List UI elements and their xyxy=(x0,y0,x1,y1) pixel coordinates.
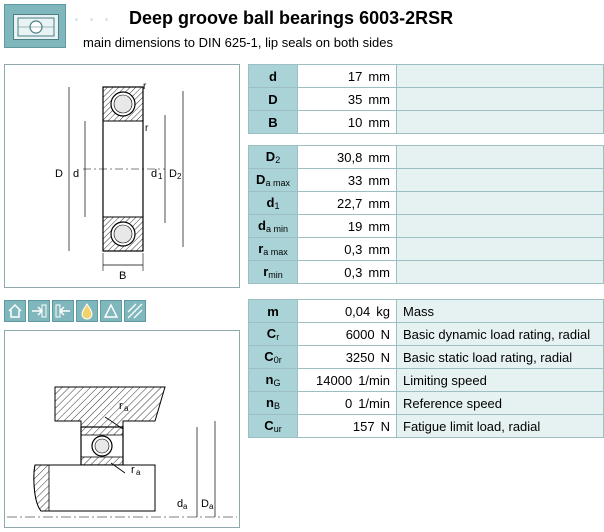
unit-text: N xyxy=(380,326,390,342)
empty-cell xyxy=(397,65,604,88)
description-cell: Fatigue limit load, radial xyxy=(397,415,604,438)
value-cell xyxy=(298,415,397,438)
empty-cell xyxy=(397,192,604,215)
symbol-cell xyxy=(249,261,298,284)
symbol-text: n xyxy=(266,395,274,410)
value-cell xyxy=(298,65,397,88)
unit-text: mm xyxy=(368,114,390,130)
mount-label-ra-top-sub: a xyxy=(124,404,129,413)
empty-cell xyxy=(397,111,604,134)
value-cell xyxy=(298,346,397,369)
symbol-cell xyxy=(249,238,298,261)
value-text: 17 xyxy=(347,68,363,84)
table-row xyxy=(249,192,604,215)
symbol-cell xyxy=(249,300,298,323)
value-text: 0 xyxy=(344,395,353,411)
table-row xyxy=(249,238,604,261)
empty-cell xyxy=(397,169,604,192)
symbol-subscript: G xyxy=(273,378,281,388)
dim-label-B: B xyxy=(119,270,127,282)
mount-label-ra-bottom-sub: a xyxy=(136,468,141,477)
table-row xyxy=(249,323,604,346)
value-text: 157 xyxy=(352,418,375,434)
empty-cell xyxy=(397,88,604,111)
mount-label-ra-bottom: r xyxy=(131,464,135,476)
symbol-cell xyxy=(249,169,298,192)
value-text: 33 xyxy=(347,172,363,188)
value-text: 19 xyxy=(347,218,363,234)
empty-cell xyxy=(397,146,604,169)
mounting-drawing xyxy=(5,331,239,527)
value-text: 0,04 xyxy=(344,303,371,319)
value-text: 22,7 xyxy=(337,195,363,211)
unit-text: mm xyxy=(368,218,390,234)
value-cell xyxy=(298,169,397,192)
table-row xyxy=(249,300,604,323)
empty-cell xyxy=(397,261,604,284)
symbol-text: d xyxy=(269,68,277,84)
value-text: 14000 xyxy=(316,372,353,388)
unit-text: mm xyxy=(368,149,390,165)
dim-label-d1: d xyxy=(151,168,158,180)
table-row xyxy=(249,415,604,438)
symbol-subscript: a max xyxy=(265,178,290,188)
symbol-subscript: ur xyxy=(273,424,282,434)
mount-label-Da-sub: a xyxy=(209,502,214,511)
symbol-subscript: a max xyxy=(263,247,288,257)
description-cell: Basic static load rating, radial xyxy=(397,346,604,369)
unit-text: kg xyxy=(376,303,390,319)
mount-label-da-sub: a xyxy=(183,502,188,511)
symbol-text: n xyxy=(265,372,274,387)
table-row xyxy=(249,346,604,369)
symbol-text: C xyxy=(264,349,274,364)
dim-label-d: d xyxy=(73,168,80,180)
symbol-text: m xyxy=(267,303,279,319)
symbol-cell xyxy=(249,415,298,438)
symbol-cell xyxy=(249,111,298,134)
symbol-text: D xyxy=(265,149,276,164)
header-ghost-text: · · · xyxy=(74,10,112,30)
value-text: 10 xyxy=(347,114,363,130)
table-row xyxy=(249,169,604,192)
unit-text: mm xyxy=(368,68,390,84)
unit-text: mm xyxy=(368,264,390,280)
symbol-text: r xyxy=(258,241,264,256)
dim-label-D2: D xyxy=(169,168,177,180)
value-cell xyxy=(298,392,397,415)
unit-text: 1/min xyxy=(358,372,390,388)
dimension-icon[interactable] xyxy=(100,300,122,322)
value-cell xyxy=(298,369,397,392)
main-dimensions-table xyxy=(248,64,604,134)
home-icon[interactable] xyxy=(4,300,26,322)
symbol-text: C xyxy=(264,418,274,433)
table-row xyxy=(249,215,604,238)
value-cell xyxy=(298,323,397,346)
description-cell: Basic dynamic load rating, radial xyxy=(397,323,604,346)
value-text: 35 xyxy=(347,91,363,107)
symbol-subscript: B xyxy=(273,401,280,411)
value-cell xyxy=(298,238,397,261)
mount-label-Da: D xyxy=(201,498,209,510)
unit-text: 1/min xyxy=(358,395,390,411)
mounting-drawing-panel xyxy=(4,330,240,528)
symbol-cell xyxy=(249,192,298,215)
value-text: 0,3 xyxy=(344,264,363,280)
symbol-subscript: min xyxy=(268,270,283,280)
bearing-logo-graphic xyxy=(13,14,59,40)
table-row xyxy=(249,111,604,134)
symbol-text: D xyxy=(256,172,266,187)
lubrication-icon[interactable] xyxy=(76,300,98,322)
unit-text: N xyxy=(380,418,390,434)
symbol-text: D xyxy=(268,91,278,107)
symbol-cell xyxy=(249,323,298,346)
bearing-drawing-panel xyxy=(4,64,240,288)
unit-text: mm xyxy=(368,241,390,257)
value-cell xyxy=(298,88,397,111)
dim-label-D: D xyxy=(55,168,63,180)
value-text: 0,3 xyxy=(344,241,363,257)
value-cell xyxy=(298,215,397,238)
symbol-text: d xyxy=(266,195,275,210)
detail-dimensions-table xyxy=(248,145,604,284)
unit-text: mm xyxy=(368,91,390,107)
table-row xyxy=(249,369,604,392)
value-cell xyxy=(298,146,397,169)
dim-label-d1-sub: 1 xyxy=(158,172,163,181)
value-cell xyxy=(298,192,397,215)
value-cell xyxy=(298,111,397,134)
value-text: 30,8 xyxy=(337,149,363,165)
dim-label-r-outer: r xyxy=(143,81,147,92)
symbol-subscript: 0r xyxy=(273,355,282,365)
symbol-cell xyxy=(249,65,298,88)
unit-text: mm xyxy=(368,172,390,188)
dim-label-D2-sub: 2 xyxy=(177,172,182,181)
load-ratings-table xyxy=(248,299,604,438)
dim-label-r-inner: r xyxy=(145,123,149,134)
symbol-subscript: a min xyxy=(265,224,288,234)
mount-label-ra-top: r xyxy=(119,400,123,412)
table-row xyxy=(249,88,604,111)
description-cell: Reference speed xyxy=(397,392,604,415)
symbol-cell xyxy=(249,215,298,238)
table-row xyxy=(249,146,604,169)
page-subtitle: main dimensions to DIN 625-1, lip seals on both sides xyxy=(83,35,393,50)
table-row xyxy=(249,392,604,415)
table-row xyxy=(249,65,604,88)
symbol-text: d xyxy=(258,218,266,233)
symbol-text: r xyxy=(263,264,269,279)
tolerance-icon[interactable] xyxy=(124,300,146,322)
symbol-cell xyxy=(249,88,298,111)
symbol-text: B xyxy=(268,114,278,130)
bearing-logo xyxy=(4,4,66,48)
table-row xyxy=(249,261,604,284)
symbol-cell xyxy=(249,392,298,415)
symbol-cell xyxy=(249,346,298,369)
cad-export-icon[interactable] xyxy=(28,300,50,322)
symbol-subscript: 1 xyxy=(274,201,280,211)
description-cell: Mass xyxy=(397,300,604,323)
symbol-subscript: r xyxy=(276,332,280,342)
value-cell xyxy=(298,261,397,284)
value-cell xyxy=(298,300,397,323)
bearing-drawing xyxy=(5,65,239,287)
empty-cell xyxy=(397,215,604,238)
symbol-cell xyxy=(249,146,298,169)
value-text: 6000 xyxy=(345,326,375,342)
page-title: Deep groove ball bearings 6003-2RSR xyxy=(129,8,454,28)
description-cell: Limiting speed xyxy=(397,369,604,392)
value-text: 3250 xyxy=(345,349,375,365)
unit-text: mm xyxy=(368,195,390,211)
symbol-text: C xyxy=(266,326,277,341)
empty-cell xyxy=(397,238,604,261)
symbol-cell xyxy=(249,369,298,392)
cad-import-icon[interactable] xyxy=(52,300,74,322)
symbol-subscript: 2 xyxy=(275,155,281,165)
unit-text: N xyxy=(380,349,390,365)
mount-label-da: d xyxy=(177,498,184,510)
